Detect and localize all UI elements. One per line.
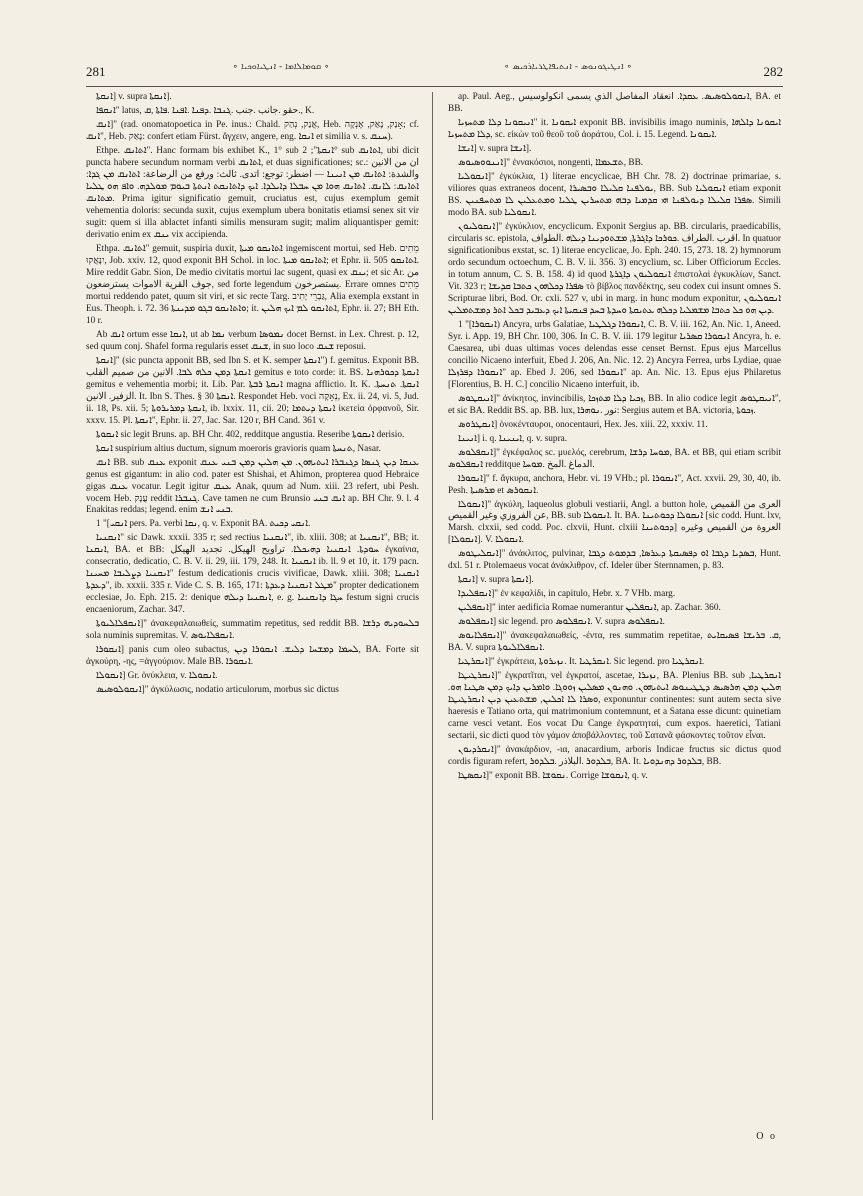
dictionary-entry: ܐܢܩܦܠܐܝܘܣ]" ἀνακεφαλαιωθείς, -έντα, res summatim repetitae, ܩ. ܒܪܝܫܐ ܦܣܝܩܐܝܬ, BA. V. supra ܐܢܩܦܠܐܠܝܘܬܐ.: [448, 631, 781, 654]
signature-mark: O o: [756, 1131, 777, 1142]
header-rule: [86, 86, 783, 87]
dictionary-entry: ܐܢܩܦܠܐܠܝܘܬܐ]" ἀνακεφαλαιωθείς, summatim repetitus, sed reddit BB. ܒܠܚܘܕܝܗ ܕܪܫܐ sola numinis supremitas. V. ܐܢܩܦܠܐܝܘܣ.: [86, 619, 419, 642]
dictionary-entry: ܐܢܩܣܛܐ]" exponit BB. ܢܩܘܫܐ. Corrige ܐܢܩܘܫܐ, q. v.: [458, 771, 648, 782]
dictionary-entry: Ab ܐܢܩ ortum esse ܐܢܩܐ, ut ab ܢܡܐ verbum ܢܡܘܣܐ docet Bernst. in Lex. Chrest. p. 12, sed quum conj. Shafel forma regularis esset ܫܢܩ, in suo loco ܫܢܩ reposui.: [86, 329, 419, 352]
dictionary-entry: ܐܢܩܬܐ] v. supra ܐܢܩܬܐ].: [96, 92, 172, 102]
dictionary-entry: ܐܢܩ]" (rad. onomatopoetica in Pe. inus.: Chald. אֲנַק, נְהַק, Heb. אָנַק, נָאַק, אֶנְקָה; cf. ܐܢܩ", Heb. נָאַק: confert etiam Fürst. ἄγχειν, angere, eng. ܐܢܩܐ et similia v. s. ܚܢܩ).: [86, 119, 419, 142]
running-header: [86, 62, 783, 84]
dictionary-entry: ܐܢܩܪܕܝܘܢ]" ἀνακάρδιον, -ια, anacardium, arboris Indicae fructus sic dictus quod cordis figuram refert, ܒܠܕܘܪ .البلاذر .ܒܠܕܘܪ, BA. It. ܒܠܕܘܪ ܕܗܢܕܘܝܐ, BB.: [448, 745, 781, 768]
dictionary-entry: ܐܢܩܢܝܐ" sic Dawk. xxxii. 335 r; sed rectius ܐܢܩܢܝܐ", ib. xliii. 308; at ܐܢܩܢܝܐ", BB; it. ܐܢܩܢܐ, BA. et BB: ܚܘܕܬܐ. ܐܢܩܢܝܐ ܕܗܝܟܠܐ. تراويح الهيكل. تجديد الهيكل ἐγκαίνια, consecratio, dedicatio, C. B. V. ii. 29, iii. 179, 248. It. ܐܢܩܢܝܐ ib. ll. 9 et 10, it. 179 pacn. ܐܢܩܢܝܐ ܕܨܠܝܒܐ ܡܚܝܢܐ" festum dedicationis crucis vivificae, Dawk. xliii. 308; ܐܢܩܢܝܐ ܕܥܕܬܐ", ib. xxxii. 335 r. Vide C. S. B. 165, 171: ܡܛܠ ܐܢܩܢܝܐ ܕܥܕܬܐ" propter dedicationem ecclesiae, Jo. Eph. 215. 2: denique ܐܢܩܢܝܐ ܕܝܠܗ, e. g. ܚܓܐ ܕܐܢܩܢܝܐ festum signi crucis encaeniorum, Zachar. 347.: [86, 533, 419, 616]
dictionary-entry: ܐܢܩܦܐ" latus, حقو .جانب .جنب .ܓܢܒܐ .ܕܦܢܐ .ܐܦܢܐ .ܦܐܬܐ ,ܩ., K.: [96, 105, 315, 116]
dictionary-entry: ܐܢܩܘܪܐ]" f. ἄγκυρα, anchora, Hebr. vi. 19 VHb.; pl. ܐܢܩܘܪܐ", Act. xxvii. 29, 30, 40, ib. Pesh. ܡܪܣܝܬܐ et ܐܢܩܘܪܣ.: [448, 473, 781, 496]
dictionary-entry: ܐܢܩܘܠܝܘܢ]" ἐγκύκλιον, encyclicum. Exponit Sergius ap. BB. circularis, praedicabilis, circularis sc. epistola, اقرب .الطراف .ܟܘܪܟܐ ܕܐܓܪܬܐ, ܡܫܬܘܕܝܢܐ ܕܝܠܗ .الطواف. In quatuor significationibus exstat, sc. 1) literae encyclicae, Jo. Eph. 240. 15, 273. 18. 2) hymnorum ordo secundum octoechum, C. B. V. ii. 356. 3) encyclium, sc. Liber Officiorum Eccles. in totum annum, C. S. B. 158. 4) id quod ܐܢܩܘܠܝܘܢ ܕܐܓܪܬܐ ἐπιστολαὶ ἐγκυκλίων, Sanct. Vit. 323 r; ܣܦܪܐ ܕܟܠܗܘܢ ܟܬܒܐ ܩܕܝܫܐ τὸ βίβλος πανδέκτης, seu codex cui insunt omnes S. Scripturae libri, Bod. Or. cxli. 527 v, ubi in marg. in hunc modum exponitur, ܐܢܩܘܠܝܘܢ ܕܝܢ ܗܘ ܟܠ ܟܬܒܐ ܡܫܡܠܝܐ ܕܟܠܗ ܥܬܝܩܬܐ ܘܚܕܬܐ ܒܚܕ ܦܢܩܝܬܐ ܐܝܟ ܕܥܒܝܕ ܒܟܠ ܐܬܪ ܕܡܫܬܡܠܝܢ.: [448, 221, 781, 316]
dictionary-entry: ap. Paul. Aeg., ܐܢܩܘܠܘܣܝܣ. ܥܩܕܐ. انعقاد المفاصل الذي يسمى انكولوسيس, BA. et BB.: [448, 92, 781, 114]
right-column: [448, 92, 781, 785]
dictionary-entry: ܐܢܝܢܐ] i. q. ܐܝܢܝܢܐ, q. v. supra.: [458, 433, 568, 444]
dictionary-entry: ܐܢܩܘܠܐ] Gr. ὀνύκλεια, v. ܐܢܩܘܠܐ.: [96, 671, 218, 682]
column-divider: [432, 92, 433, 1120]
dictionary-entry: ܐܢܩܘܠܘܣܝܣ]" ἀγκύλωσις, nodatio articulorum, morbus sic dictus: [96, 685, 339, 696]
dictionary-entry: ܐܢܩܘܬܐ sic legit Bruns. ap. BH Chr. 402, redditque angustia. Reseribe ܐܢܩܘܬܐ derisio.: [96, 429, 405, 440]
left-column: [86, 92, 419, 699]
dictionary-entry: ܐܢܩܠܝܛܘܣ]" ἀνάκλιτος, pulvinar, ܒܣܕܝܐ ܕܓܒܐ ܐܘ ܕܦܣܝܩܬܐ ܕܥܪܣܐ, ܒܕܡܘܬ ܕܓܒܐ, Hunt. dxl. 51 r. Ptolemaeus vocat ἀνάκλιθρον, cf. Ideler über Sternnamen, p. 83.: [448, 549, 781, 572]
dictionary-entry: ܐܢܝܩܛܘܣ]" ἀνίκητος, invincibilis, ܙܟܝܐ ܕܠܐ ܡܬܙܟܐ, BB. In alio codice legit ܐܢܝܩܛܘܣ", et sic BA. Reddit BS. ap. BB. lux, نور .ܢܘܗܪܐ: Sergius autem et BA. victoria, ܙܟܘܬܐ.: [448, 393, 781, 416]
running-title-left: ∘ ܩܘܡܐܠܐܡܐ - ܐܢܛܝܐܘܟܝܐ ∘: [232, 62, 330, 72]
dictionary-entry: ܐܢܩܦܠܝܕܐ]" ἐν κεφαλίδι, in capitulo, Hebr. x. 7 VHb. marg.: [458, 589, 676, 600]
dictionary-entry: ܐܢܫܐ] v. supra ܐܢܫܐ].: [458, 143, 532, 154]
dictionary-entry: Ethpe. ܐܬܐܢܩ". Hanc formam bis exhibet K., 1° sub ܐܢܩܬܐ"; 2° sub ܐܬܐܢܩ, ubi dicit puncta habere secundum normam verbi ܐܬܐܢܩ, et duas significationes; sc.: ان من الانين والشدة: ܐܬܐܢܩ ܡܢ ܐܢܝܢܐ — اضطر: توجع: اتدى. ثالث: ورفع من الرضاعة: ܐܬܐܢܩ ܡܢ ܓܕܐ: ܐܬܐܢܩ: ܠܐܢܩ. ܐܬܐܢܩ ܗܘܐ ܡܢ ܚܒܠܐ ܕܐܝܠܕܐ. ܐܝܟ ܕܐܬܐܢܩܬ ܐܢܬܬܐ ܒܝܘܡ ܡܘܠܕܗ. ܘܐܦ ܗܘ ܛܠܝܐ ܡܬܐܢܩ. Prima igitur significatio gemuit, cruciatus est, cujus exemplum gemit vehementia doloris: secunda suxit, cujus exemplum ubera bonitatis etiamsi senex sit vir sugit: quem si illa ablactet infanti similis mensuram sugit; malim aliquantisper gemit: derivatio enim ex ܝܢܩ vix accipienda.: [86, 145, 419, 240]
dictionary-entry: ܐܢܩܬܐ] v. supra ܐܢܩܬܐ].: [458, 575, 534, 586]
running-title-right: ∘ ܐܢܛܝܓܘܢܘܣ - ܐܢܬܝܦܐܛܪܝܐܪܟܝܣ ∘: [503, 62, 633, 72]
dictionary-entry: ܐܢܩܘܠܐ]" ἀγκύλη, laqueolus globuli vestiarii, Angl. a button hole, العرى من القميص عن الفروزي وغير القميص, BB. sub ܐܢܩܘܠܐ. It. BA. ܐܢܩܘܠܐ ܕܟܘܬܝܢܐ [sic codd. Hunt. lxv, Marsh. clxxii, sed codd. Poc. clxvii, Hunt. clxiii ܕܟܘܬܝܢܐ] العروة من القميص وغيره [ܐܢܩܘܠܐ]. V. ܐܢܩܘܠܐ.: [448, 499, 781, 546]
dictionary-entry: ܐܢܩܪܛܝܛܐ]" ἐγκρατῖται, vel ἐγκρατοί, ascetae, ܢܙܝܪܐ, BA. Plenius BB. sub ܐܢܩܪܛܝܐ, ܗܠܝܢ ܕܡܢ ܗܪܣܝܣ ܕܛܛܝܢܘܣ ܐܝܬܝܗܘܢ. ܘܗܢܘܢ ܡܣܠܝܢ ܙܘܘܓܐ. ܘܐܡܪܝܢ ܕܐܝܟ ܕܡܢ ܣܛܢܐ ܗܘ. ܘܣܪܐ ܠܐ ܐܟܠܝܢ, ܡܫܬܥܝܢ ܕܝܢ ܐܢܩܪܛܝܛܐ, exponuntur continentes: sunt autem secta sive haeresis e Tatiano orta, qui matrimonium contemnunt, et a Satana esse dicunt: quinetiam carne vesci vetant. Eos vocat Du Cange ἐγκρατηταί, cum expos. haeretici, Tatiani sectarii, sic dicti quod τὸν γάμον ἀποβάλλοντες, τοῦ Σατανᾶ φάσκοντες τοῦτον εἶναι.: [448, 671, 781, 742]
dictionary-entry: ܐܢܩܦܠܘܣ] sic legend. pro ܐܢܩܦܠܘܣ. V. supra ܐܢܩܦܠܘܣ.: [458, 617, 665, 628]
page-number-right: 282: [763, 64, 783, 79]
dictionary-entry: ܐܢܩ BB. sub ܥܢܩ exponit ܥܢܩܐ ܕܝܢ ܓܢܣܐ ܕܓܢܒܪܐ ܐܝܬܝܗܘܢ. ܡܢ ܗܠܝܢ ܕܡܢ ܒܢܝ ܥܢܩ genus est gigantum: in alio cod. pater est Shishai, et Ahimon, propterea quod Hebraice gigas ܥܢܩ vocatur. Legit igitur ܥܢܩ Anak, quum ad Num. xiii. 23 refert, ubi Pesh. vocem Heb. עֲנָק reddit ܓܢܒܪܐ. Cave tamen ne cum Brunsio ܐܢܩ ܒܢܝ ap. BH Chr. 9. l. 4 Enakitas reddas; legend. enim ܒܢܝ ܐܢܫ.: [86, 457, 419, 516]
dictionary-entry: ܐܢܝܩܘܢܐ ܕܠܐ ܡܬܚܙܝܐ" it. ܐܝܩܘܢܐ exponit BB. invisibilis imago numinis, ܐܝܩܘܢܐ ܕܐܠܗܐ ܕܠܐ ܡܬܚܙܝܐ, sc. εἰκὼν τοῦ θεοῦ τοῦ ἀοράτου, Col. i. 15. Legend. ܐܝܩܘܢܐ.: [448, 117, 781, 140]
dictionary-entry: ܐܢܩܘܪܐ]" 1) Ancyra, urbs Galatiae, ܐܢܩܘܪܐ ܕܓܠܛܝܐ, C. B. V. iii. 162, An. Nic. 1, Aneed. Syr. i. App. 19, BH Chr. 100, 306. In C. B. V. iii. 179 legitur ܐܢܩܘܪܐ ܩܣܪܝܐ Ancyra, h. e. Caesarea, ubi duas ultimas voces delendas esse censet Bernst. Epus ejus Marcellus concilio Nicaeno interfuit, Ebed J. 206, An. Nic. 12. 2) Ancyra Ferrea, urbs Lydiae, quae ܐܢܩܘܪܐ ܕܦܪܙܠܐ" ap. Ebed J. 206, sed ܐܢܩܘܪܐ" ap. An. Nic. 13. Epus ejus Philaretus [Florentius, B. H. C.] concilio Nicaeno interfuit, ib.: [448, 319, 781, 390]
page-number-left: 281: [86, 64, 106, 79]
dictionary-entry: ܐܢܢܘܘܣܝܘܣ]" ἐννακόσιοι, nongenti, ܬܫܥܡܐܐ, BB.: [458, 157, 644, 168]
dictionary-entry: ܐܢܩܘܠܝܐ]" ἐγκύκλια, 1) literae encyclicae, BH Chr. 78. 2) doctrinae primariae, s. viliores quas extraneos docent, ܝܘܠܦܢܐ ܩܠܝܠܐ ܘܒܣܝܪܐ, BB. Sub ܐܢܩܘܠܝܐ etiam exponit BS. ܣܦܪܐ ܩܠܝܠܐ ܕܝܘܠܦܢܐ ܗܝ ܩܕܡܝܐ ܕܒܗ ܡܬܚܪܝܢ ܛܠܝܐ ܘܡܬܥܠܝܢ ܠܐ ܡܬܚܦܢܝܢ. Simili modo BA. sub ܐܢܩܘܠܝܐ.: [448, 171, 781, 218]
dictionary-entry: ܐܢܩܛܪܘܣ] ὀνοκένταυροι, onocentauri, Hex. Jes. xiii. 22, xxxiv. 11.: [458, 419, 708, 430]
dictionary-entry: ܐܢܩܬܐ]" (sic puncta apponit BB, sed Ibn S. et K. semper ܐܢܩܬܐ") f. gemitus. Exponit BB. ܐܢܩܬܐ ܕܡܢ ܟܠܗ ܠܒܐ. الانين من صميم القلب gemitus e toto corde: it. BS. ܐܢܩܬܐ ܕܟܘܪܗܢܐ gemitus e vehementia morbi; it. Lib. Par. ܐܢܩܬܐ ܪܒܬܐ magna afflictio. It. K. ܐܢܩܬܐ. ܬܢܚܬܐ. الزفير. الانين. It. Ibn S. Thes. § 30 ܐܢܩܬܐ. Respondet Heb. voci נְאָקָה, Ex. ii. 24, vi. 5, Jud. ii. 18, Ps. xii. 5; ܐܢܩܬܐ ܕܡܪܝܪܘܬܐ, ib. lxxix. 11, cii. 20; ܐܢܩܬܐ ܕܝܬܡܐ ἱκετεία ὀρφανοῦ, Sir. xxxv. 15. Pl. ܐܢܩܬܐ", Ephr. ii. 27, Jac. Sar. 120 r, BH Cand. 361 v.: [86, 355, 419, 426]
dictionary-entry: ܐܢܩܝ]" 1 pers. Pa. verbi ܢܩܐ, q. v. Exponit BA. ܐܢܩܝ ܕܟܝܬ.: [96, 519, 311, 530]
dictionary-entry: Ethpa. ܐܬܐܢܩ" gemuit, suspiria duxit, ܐܬܐܢܩܘ ܡܝܬܐ ingemiscent mortui, sed Heb. מֵתִים יִנָּאֲקוּ, Job. xxiv. 12, quod exponit BH Schol. in loc. ܐܬܐܢܩܘ ܡܝܬܐ; et Ephr. ii. 505 ܐܬܐܢܩܘ. Mire reddit Gabr. Sion, De medio civitatis mortui lac sugent, quasi ex ܝܢܩ; et sic Ar. من جوف القرية الاموات يسترضعون, sed forte legendum يستصرخون. Errare omnes מֵתִים mortui reddendo patet, quum sit viri, et sic recte Targ. גַּבְרֵי יָתִיב, Alia exempla exstant in Eus. Theoph. i. 72. 36 ܘܐܬܐܢܩܘ ܒܓܘ ܡܕܝܢܬܐ; it. ܐܬܐܢܩܘ ܠܡ ܐܝܟ ܗܠܝܢ, Ephr. ii. 27; BH Eth. 10 r.: [86, 243, 419, 326]
dictionary-entry: ܐܢܩܦܠܘܣ]" ἐγκέφαλος sc. μυελός, cerebrum, ܡܘܚܐ ܕܪܫܐ, BA. et BB, qui etiam scribit ܐܢܩܦܠܘܣ redditque الدماغ .المخ .ܡܘܚܐ.: [448, 447, 781, 470]
dictionary-entry: ܐܢܩܦܠܝܢ]" inter aedificia Romae numerantur ܐܢܩܦܠܝܢ, ap. Zachar. 360.: [458, 603, 721, 614]
dictionary-entry: ܐܢܩܘܪܐ] panis cum oleo subactus, ܠܚܡܐ ܕܡܫܚܐ ܕܠܝܫ. ܐܢܩܘܪܐ ܕܝܢ, BA. Forte sit ἀγκούρη, -ης, =ἀγγούριον. Male BB. ܐܢܩܘܪܐ.: [86, 645, 419, 668]
dictionary-entry: ܐܢܩܪܛܝܐ]" ἐγκράτεια, ܢܙܝܪܘܬܐ. It. ܐܢܩܪܛܝܐ. Sic legend. pro ܐܢܩܪܛܝܐ.: [458, 657, 705, 668]
dictionary-entry: ܐܢܩܬܐ suspirium altius ductum, signum moeroris gravioris quam ܬܢܚܬܐ, Nasar.: [96, 443, 381, 454]
